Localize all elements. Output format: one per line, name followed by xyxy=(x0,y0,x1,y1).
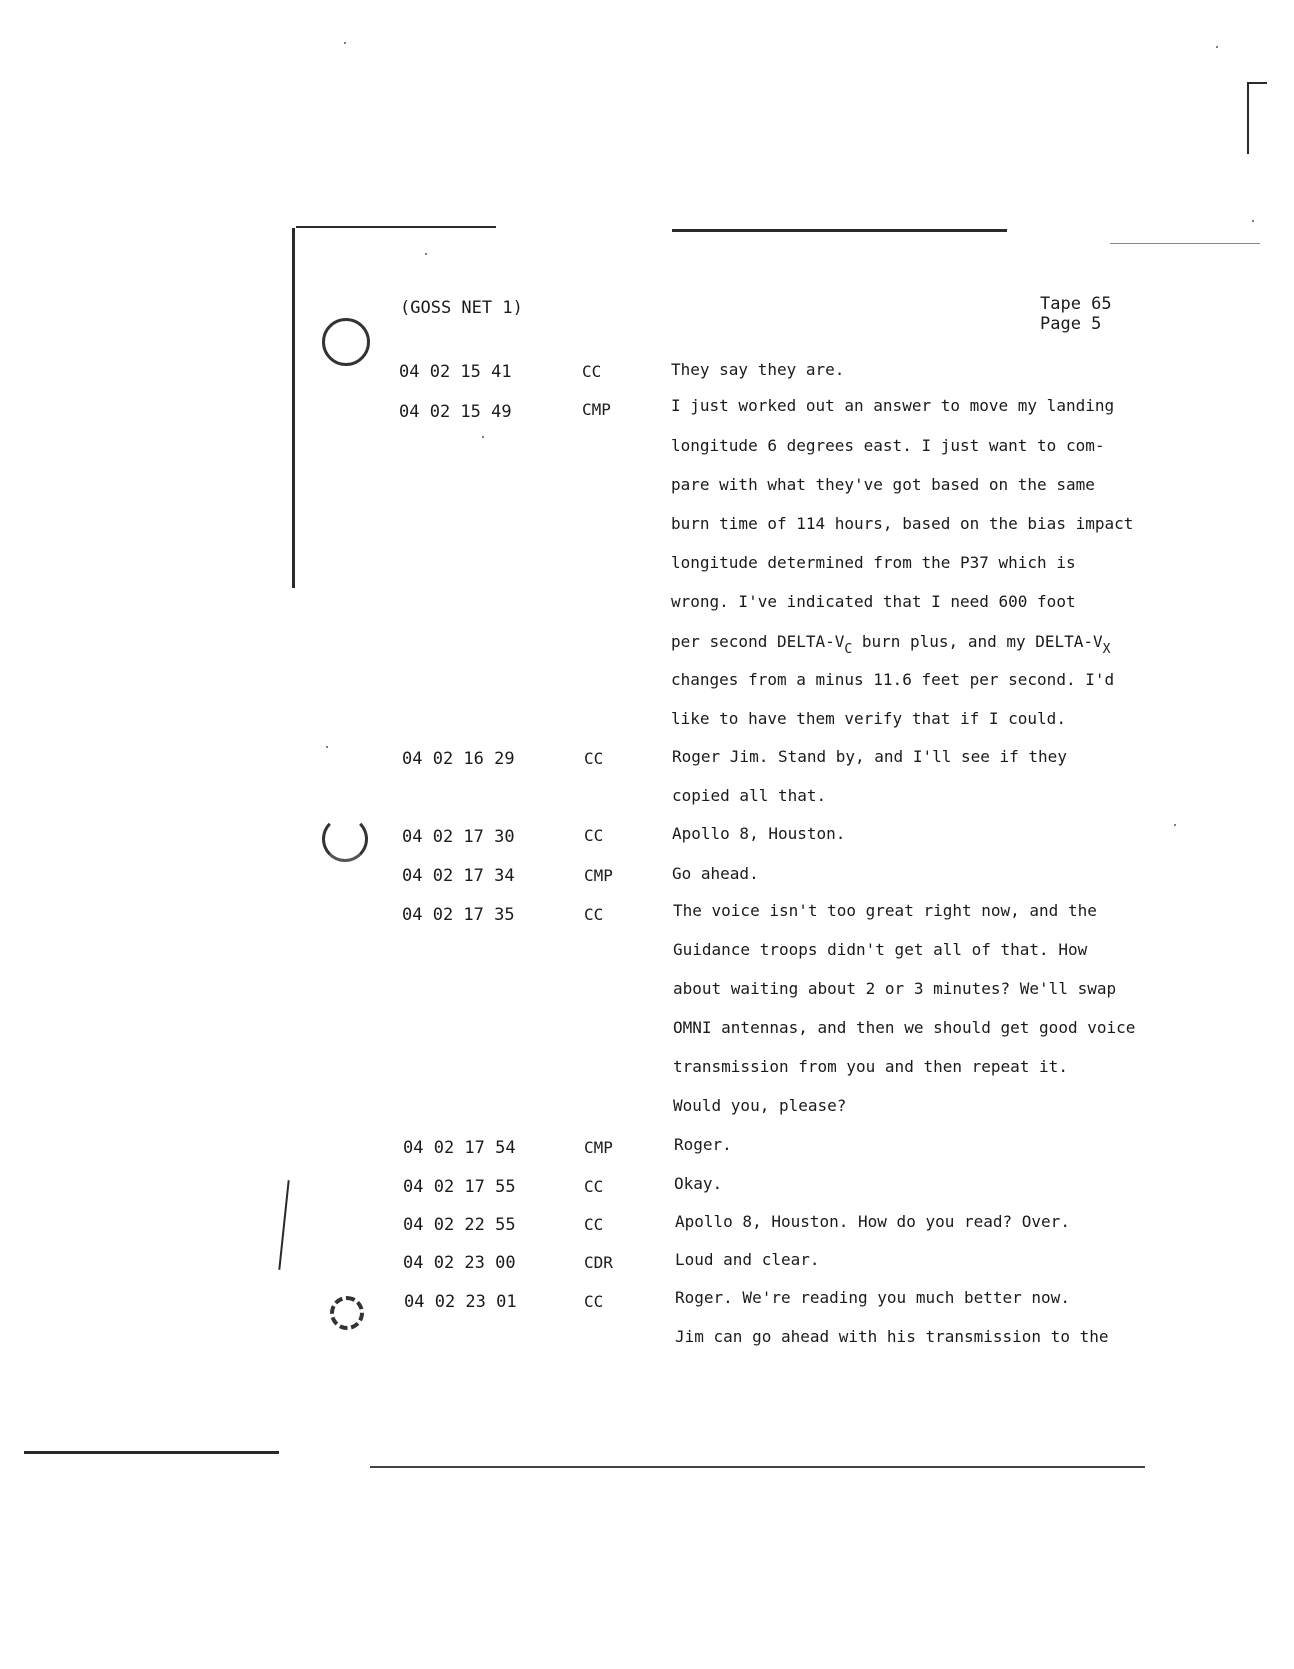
timestamp: 04 02 17 54 xyxy=(403,1138,516,1158)
timestamp: 04 02 17 35 xyxy=(402,905,515,925)
speaker: CMP xyxy=(584,866,613,885)
page-number: Page 5 xyxy=(1040,314,1102,334)
dialogue-line: OMNI antennas, and then we should get good voice xyxy=(673,1018,1136,1037)
delta-v-subscript-c: C xyxy=(844,642,853,657)
binder-hole-bottom xyxy=(330,1296,364,1330)
scan-speck xyxy=(326,746,328,748)
speaker: CDR xyxy=(584,1253,613,1272)
speaker: CC xyxy=(584,1292,604,1311)
dialogue-line: about waiting about 2 or 3 minutes? We'll swap xyxy=(673,979,1117,998)
binder-hole-middle xyxy=(322,816,368,862)
dialogue-line: The voice isn't too great right now, and the xyxy=(673,901,1097,920)
binder-hole-top xyxy=(322,318,370,366)
dialogue-line: wrong. I've indicated that I need 600 foot xyxy=(671,592,1076,611)
left-margin-rule xyxy=(292,228,295,588)
dialogue-line: changes from a minus 11.6 feet per second. I'd xyxy=(671,670,1115,689)
scan-speck xyxy=(1174,824,1176,826)
dialogue-line: Jim can go ahead with his transmission to the xyxy=(675,1327,1109,1346)
timestamp: 04 02 22 55 xyxy=(403,1215,516,1235)
tape-number: Tape 65 xyxy=(1040,294,1112,314)
speaker: CC xyxy=(582,362,602,381)
dialogue-line: Roger. xyxy=(674,1135,732,1154)
dialogue-line: copied all that. xyxy=(672,786,827,805)
timestamp: 04 02 23 00 xyxy=(403,1253,516,1273)
bottom-rule-center xyxy=(370,1466,1145,1468)
delta-v-text: per second DELTA-V xyxy=(671,632,845,651)
speaker: CC xyxy=(584,749,604,768)
dialogue-line: Go ahead. xyxy=(672,864,759,883)
left-margin-rule-lower xyxy=(278,1180,289,1270)
top-rule-center xyxy=(672,229,1007,232)
dialogue-line: Apollo 8, Houston. How do you read? Over. xyxy=(675,1212,1070,1231)
dialogue-line: longitude determined from the P37 which is xyxy=(671,553,1076,572)
corner-mark xyxy=(1247,82,1267,84)
dialogue-line: like to have them verify that if I could. xyxy=(671,709,1066,728)
scan-speck xyxy=(482,436,484,438)
delta-v-subscript-x: X xyxy=(1102,642,1111,657)
top-rule-right xyxy=(1110,243,1260,244)
timestamp: 04 02 15 49 xyxy=(399,402,512,422)
dialogue-line-delta-v xyxy=(671,632,1111,657)
timestamp: 04 02 23 01 xyxy=(404,1292,517,1312)
dialogue-line: Guidance troops didn't get all of that. How xyxy=(673,940,1088,959)
speaker: CC xyxy=(584,826,604,845)
delta-v-text-cont: burn plus, and my DELTA-V xyxy=(852,632,1103,651)
dialogue-line: Roger. We're reading you much better now. xyxy=(675,1288,1070,1307)
dialogue-line: burn time of 114 hours, based on the bias impact xyxy=(671,514,1134,533)
dialogue-line: Roger Jim. Stand by, and I'll see if they xyxy=(672,747,1067,766)
dialogue-line: They say they are. xyxy=(671,360,845,379)
tape-page-block xyxy=(1040,294,1112,334)
dialogue-line: transmission from you and then repeat it. xyxy=(673,1057,1068,1076)
corner-mark-vertical xyxy=(1247,84,1249,154)
scan-speck xyxy=(344,42,346,44)
dialogue-line: Loud and clear. xyxy=(675,1250,820,1269)
timestamp: 04 02 17 34 xyxy=(402,866,515,886)
dialogue-line: longitude 6 degrees east. I just want to com- xyxy=(671,436,1105,455)
dialogue-line: Okay. xyxy=(674,1174,723,1193)
bottom-rule-left xyxy=(24,1451,279,1454)
timestamp: 04 02 15 41 xyxy=(399,362,512,382)
speaker: CC xyxy=(584,1215,604,1234)
scan-speck xyxy=(425,253,427,255)
top-rule-left xyxy=(296,226,496,228)
speaker: CMP xyxy=(584,1138,613,1157)
dialogue-line: I just worked out an answer to move my landing xyxy=(671,396,1115,415)
timestamp: 04 02 17 30 xyxy=(402,827,515,847)
speaker: CC xyxy=(584,905,604,924)
scan-speck xyxy=(1252,220,1254,222)
scan-speck xyxy=(1216,46,1218,48)
speaker: CC xyxy=(584,1177,604,1196)
speaker: CMP xyxy=(582,400,611,419)
timestamp: 04 02 16 29 xyxy=(402,749,515,769)
dialogue-line: pare with what they've got based on the same xyxy=(671,475,1095,494)
timestamp: 04 02 17 55 xyxy=(403,1177,516,1197)
dialogue-line: Apollo 8, Houston. xyxy=(672,824,846,843)
dialogue-line: Would you, please? xyxy=(673,1096,847,1115)
net-label: (GOSS NET 1) xyxy=(400,298,523,318)
